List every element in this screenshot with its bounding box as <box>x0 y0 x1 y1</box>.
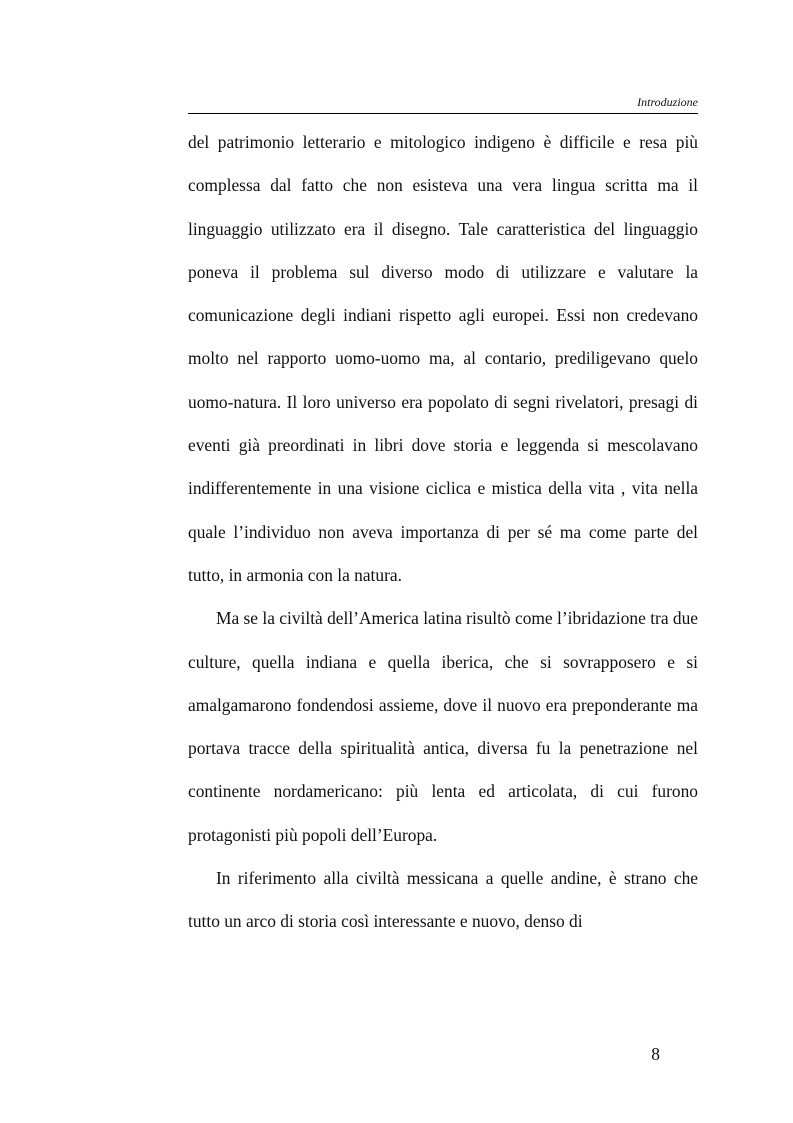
header-rule <box>188 113 698 114</box>
body-text <box>188 121 698 944</box>
paragraph-continuation: del patrimonio letterario e mitologico indigeno è difficile e resa più complessa dal fatto che non esisteva una vera lingua scritta ma il linguaggio utilizzato era il disegno. Tale caratteristica del linguaggio poneva il problema sul diverso modo di utilizzare e valutare la comunicazione degli indiani rispetto agli europei. Essi non credevano molto nel rapporto uomo-uomo ma, al contario, prediligevano quelo uomo-natura. Il loro universo era popolato di segni rivelatori, presagi di eventi già preordinati in libri dove storia e leggenda si mescolavano indifferentemente in una visione ciclica e mistica della vita , vita nella quale l’individuo non aveva importanza di per sé ma come parte del tutto, in armonia con la natura. <box>188 132 698 585</box>
page-number: 8 <box>651 1044 660 1064</box>
paragraph-civilta-messicana: In riferimento alla civiltà messicana a quelle andine, è strano che tutto un arco di storia così interessante e nuovo, denso di <box>188 868 698 932</box>
running-head-title: Introduzione <box>637 95 698 109</box>
paragraph-america-latina: Ma se la civiltà dell’America latina risultò come l’ibridazione tra due culture, quella indiana e quella iberica, che si sovrapposero e si amalgamarono fondendosi assieme, dove il nuovo era preponderante ma portava tracce della spiritualità antica, diversa fu la penetrazione nel continente nordamericano: più lenta ed articolata, di cui furono protagonisti più popoli dell’Europa. <box>188 608 698 845</box>
